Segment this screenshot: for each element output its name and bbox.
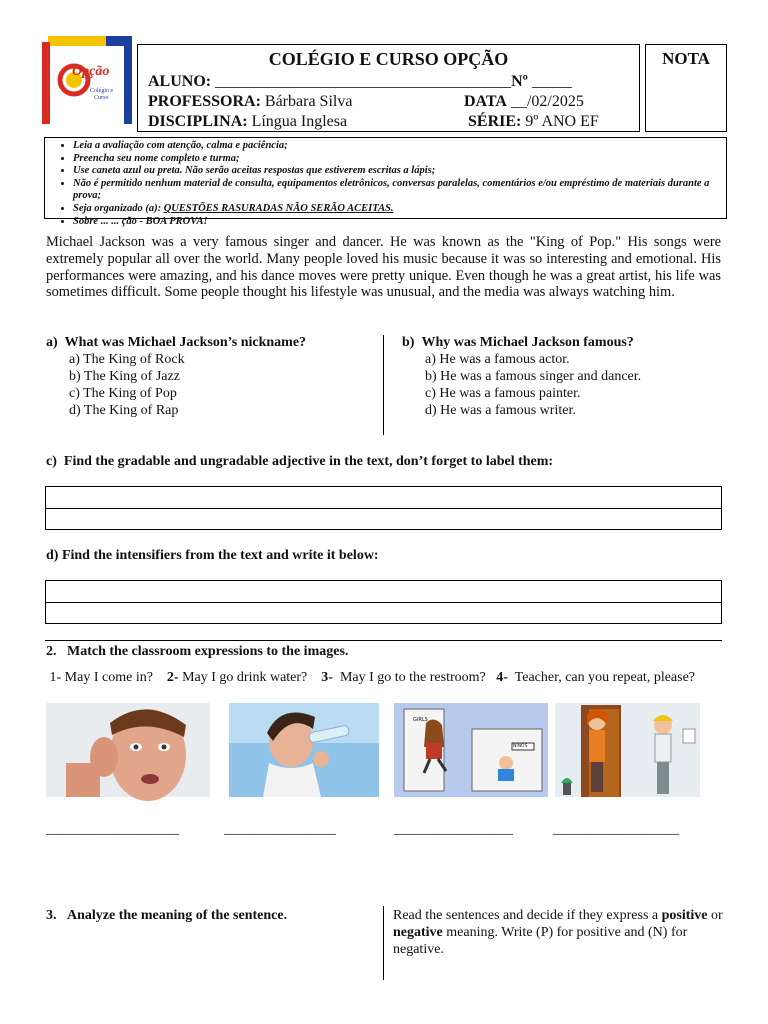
header-box [137, 44, 640, 132]
answer-blank-3[interactable]: _________________ [394, 822, 513, 837]
instruction-item: • Preencha seu nome completo e turma; [73, 153, 726, 166]
question-a-option[interactable]: b) The King of Jazz [69, 369, 180, 384]
professora-value: Bárbara Silva [264, 93, 353, 110]
expr-1: May I come in? [64, 670, 153, 685]
logo-sub2: Curso [94, 95, 109, 101]
question-3-text: Analyze the meaning of the sentence. [67, 908, 288, 923]
question-c-label: c) [46, 454, 57, 469]
image-knocking-door [555, 703, 700, 797]
question-b-option[interactable]: c) He was a famous painter. [425, 386, 581, 401]
answer-blank-2[interactable]: ________________ [224, 822, 336, 837]
question-a-label: a) [46, 335, 58, 350]
logo-brand-text: Opção [72, 64, 110, 79]
instruction-item: • Leia a avaliação com atenção, calma e paciência; [73, 140, 726, 153]
question-2-text: Match the classroom expressions to the images. [67, 644, 349, 659]
question-c [46, 453, 726, 470]
q3-column-divider [383, 906, 384, 980]
column-divider [383, 335, 384, 435]
disciplina-line [148, 112, 347, 132]
serie-line [468, 112, 599, 132]
data-field[interactable]: __/02/2025 [510, 93, 584, 110]
nota-box[interactable] [645, 44, 727, 132]
question-2-number: 2. [46, 644, 57, 659]
question-a-text: What was Michael Jackson’s nickname? [64, 335, 307, 350]
answer-blank-1[interactable]: ___________________ [46, 822, 179, 837]
question-3-number: 3. [46, 908, 57, 923]
section-divider [45, 640, 722, 641]
question-b-option[interactable]: d) He was a famous writer. [425, 403, 576, 418]
numero-label: Nº [511, 73, 528, 90]
q3-positive: positive [661, 908, 708, 923]
question-b-text: Why was Michael Jackson famous? [421, 335, 634, 350]
numero-field[interactable]: _____ [531, 73, 572, 90]
instruction-item: • Use caneta azul ou preta. Não serão aceitas respostas que estiverem escritas a lápis; [73, 165, 726, 178]
answer-c-line-1[interactable] [45, 486, 722, 509]
question-d: d) Find the intensifiers from the text and write it below: [46, 548, 379, 563]
school-name: COLÉGIO E CURSO OPÇÃO [268, 49, 509, 69]
serie-label: SÉRIE: [468, 113, 522, 130]
sign-boys: NIÑOS [513, 744, 528, 749]
question-3-title [46, 907, 287, 924]
question-a [46, 334, 376, 419]
instruction-prefix: Seja organizado (a): [73, 202, 164, 214]
professora-label: PROFESSORA: [148, 93, 261, 110]
expr-4: Teacher, can you repeat, please? [514, 670, 696, 685]
expr-1-number: 1- [49, 670, 62, 685]
answer-d-line-2[interactable] [45, 602, 722, 624]
classroom-expressions [46, 670, 726, 686]
logo-sub1: Colégio e [90, 88, 114, 94]
image-woman-drinking [229, 703, 379, 797]
image-man-listening [46, 703, 210, 797]
q3-or: or [711, 908, 723, 923]
question-3-instructions [393, 907, 723, 958]
professora-line [148, 92, 352, 112]
expr-3-number: 3- [321, 670, 333, 685]
instructions-box [44, 137, 727, 227]
expr-4-number: 4- [496, 670, 508, 685]
q3-instr-part2: meaning. Write (P) for positive and (N) for negative. [393, 925, 688, 957]
question-b-label: b) [402, 335, 415, 350]
instruction-item-cut: • Sobre ... ... ção - BOA PROVA! [73, 216, 726, 229]
instruction-emphasis: QUESTÕES RASURADAS NÃO SERÃO ACEITAS. [163, 202, 394, 214]
q3-negative: negative [393, 925, 443, 940]
answer-blank-4[interactable]: __________________ [553, 822, 679, 837]
question-b-option[interactable]: a) He was a famous actor. [425, 352, 570, 367]
reading-passage: Michael Jackson was a very famous singer and dancer. He was known as the "King of Pop." His songs were extremely popular all over the world. Many people loved his music because it was so interesting and emotional. His performances were amazing, and his dance moves were pretty unique. Even though he was a great artist, his life was sometimes difficult. Some people thought his lifestyle was unusual, and the media was always watching him. [46, 234, 721, 301]
question-b [402, 334, 722, 419]
answer-c-line-2[interactable] [45, 508, 722, 530]
instruction-item [73, 203, 726, 216]
disciplina-value: Língua Inglesa [251, 113, 348, 130]
nota-label: NOTA [662, 49, 710, 68]
aluno-label: ALUNO: [148, 73, 212, 90]
disciplina-label: DISCIPLINA: [148, 113, 248, 130]
expr-2-number: 2- [166, 670, 179, 685]
question-a-option[interactable]: a) The King of Rock [69, 352, 185, 367]
aluno-field[interactable]: _____________________________________ [215, 73, 512, 90]
q3-instr-part1: Read the sentences and decide if they express a [393, 908, 659, 923]
question-b-option[interactable]: b) He was a famous singer and dancer. [425, 369, 642, 384]
instruction-item: • Não é permitido nenhum material de consulta, equipamentos eletrônicos, conversas paralelas, comentários e/ou empréstimo de materiais durante a prova; [73, 178, 726, 203]
question-c-text: Find the gradable and ungradable adjective in the text, don’t forget to label them: [63, 454, 554, 469]
question-a-option[interactable]: c) The King of Pop [69, 386, 177, 401]
serie-value: 9º ANO EF [525, 113, 599, 130]
question-a-option[interactable]: d) The King of Rap [69, 403, 179, 418]
answer-d-line-1[interactable] [45, 580, 722, 603]
data-label: DATA [464, 93, 507, 110]
aluno-line [148, 72, 572, 92]
expr-2: May I go drink water? [182, 670, 308, 685]
question-2-title [46, 643, 348, 660]
school-logo [42, 36, 132, 128]
image-restroom [394, 703, 548, 797]
expr-3: May I go to the restroom? [339, 670, 486, 685]
data-line [464, 92, 584, 112]
sign-girls: GIRLS [413, 717, 428, 723]
